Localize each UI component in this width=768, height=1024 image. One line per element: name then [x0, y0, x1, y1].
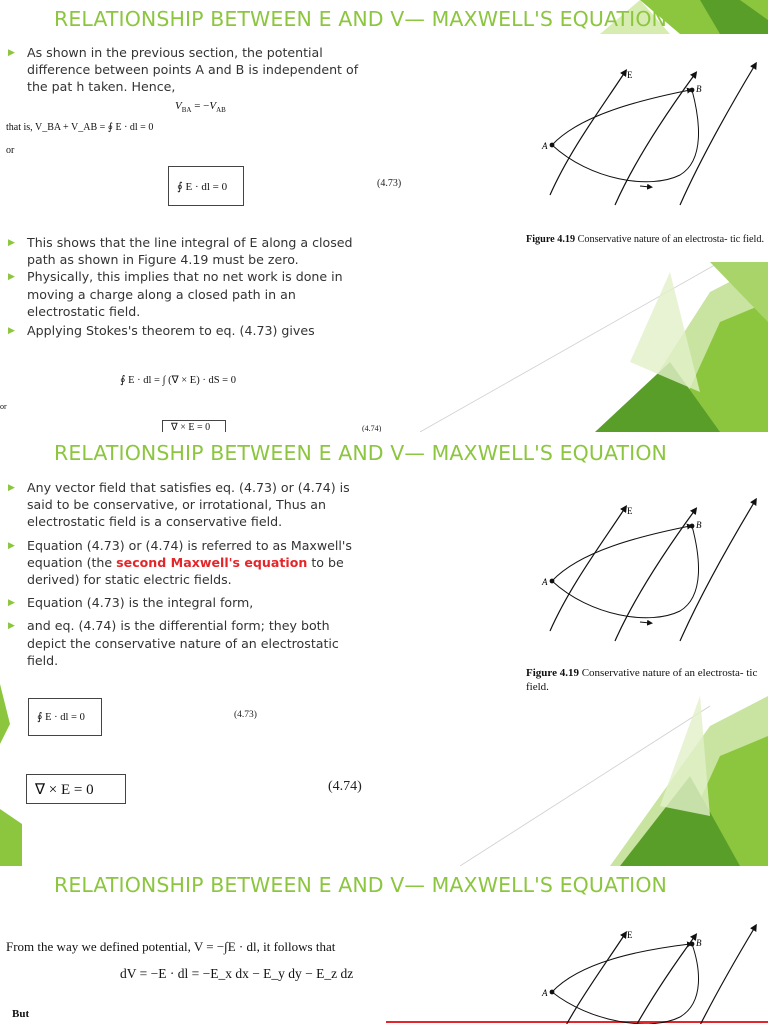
figure-conservative-field [530, 496, 768, 644]
caption-number: Figure 4.19 [526, 667, 579, 679]
bullet-item: ▶ Any vector field that satisfies eq. (4.73) or (4.74) is said to be conservative, or irrotational, Thus an electrostatic field is a conservative field. [8, 479, 370, 531]
slide-2 [0, 434, 768, 866]
label-b: B [696, 84, 702, 94]
boxed-equation-473: ∮ E · dl = 0 [168, 166, 244, 206]
label-a: A [542, 988, 548, 998]
or-label: or [6, 145, 15, 156]
equation-number-474: (4.74) [328, 779, 362, 794]
label-e: E [627, 506, 633, 516]
bullet-item: ▶ and eq. (4.74) is the differential form; they both depict the conservative nature of an electrostatic field. [8, 617, 370, 669]
stokes-equation: ∮ E · dl = ∫ (∇ × E) · dS = 0 [120, 375, 236, 386]
potential-definition-text: From the way we defined potential, V = −∫E · dl, it follows that [6, 939, 336, 954]
or-label: or [0, 402, 7, 411]
equation-dv: dV = −E · dl = −E_x dx − E_y dy − E_z dz [120, 966, 354, 981]
figure-caption [526, 666, 766, 694]
bullet-item: ▶ This shows that the line integral of E along a closed path as shown in Figure 4.19 must be zero. [8, 234, 370, 268]
caption-number: Figure 4.19 [526, 234, 576, 245]
figure-conservative-field [530, 922, 768, 1024]
label-a: A [542, 141, 548, 151]
bullet-item: ▶ Physically, this implies that no net work is done in moving a charge along a closed path in an electrostatic field. [8, 268, 370, 320]
bullet-list-3 [8, 479, 370, 669]
slide-title: RELATIONSHIP BETWEEN E AND V— MAXWELL'S EQUATION [54, 873, 667, 897]
decorative-bottom-shapes [460, 696, 768, 866]
equation-number-474: (4.74) [362, 424, 382, 432]
boxed-equation-474: ∇ × E = 0 [26, 774, 126, 804]
bullet-item: ▶ Equation (4.73) is the integral form, [8, 594, 370, 611]
equation-line-sum: that is, V_BA + V_AB = ∮ E · dl = 0 [6, 122, 154, 133]
bullet-list-2 [8, 234, 370, 339]
slide-3 [0, 866, 768, 1024]
label-e: E [627, 930, 633, 940]
highlight-second-maxwell: second Maxwell's equation [116, 554, 308, 570]
label-b: B [696, 938, 702, 948]
bullet-item: ▶ As shown in the previous section, the potential difference between points A and B is independent of the pat h taken. Hence, [8, 44, 370, 96]
label-a: A [542, 577, 548, 587]
equation-vba: $V_{BA} = -V_{AB}$ [175, 100, 226, 115]
boxed-equation-474: ∇ × E = 0 [162, 420, 226, 432]
equation-number-473: (4.73) [234, 710, 257, 720]
bullet-item: ▶ Applying Stokes's theorem to eq. (4.73) gives [8, 322, 370, 339]
slide-title: RELATIONSHIP BETWEEN E AND V— MAXWELL'S EQUATION [54, 441, 667, 465]
slide-title: RELATIONSHIP BETWEEN E AND V— MAXWELL'S EQUATION [54, 7, 667, 31]
caption-text: Conservative nature of an electrosta- tic field. [575, 234, 765, 245]
label-b: B [696, 520, 702, 530]
figure-caption [526, 233, 766, 246]
equation-number-473: (4.73) [377, 178, 402, 189]
caption-text: Conservative nature of an electrosta- tic field. [526, 667, 758, 693]
slide-1 [0, 0, 768, 432]
decorative-bottom-shapes [420, 262, 768, 432]
boxed-equation-473: ∮ E · dl = 0 [28, 698, 102, 736]
bullet-list-1 [8, 44, 370, 96]
but-label: But [12, 1008, 30, 1020]
label-e: E [627, 70, 633, 80]
figure-conservative-field [530, 60, 768, 208]
bullet-item: ▶ Equation (4.73) or (4.74) is referred to as Maxwell's equation (the second Maxwell's equation to be derived) for static electric fields. [8, 537, 370, 589]
